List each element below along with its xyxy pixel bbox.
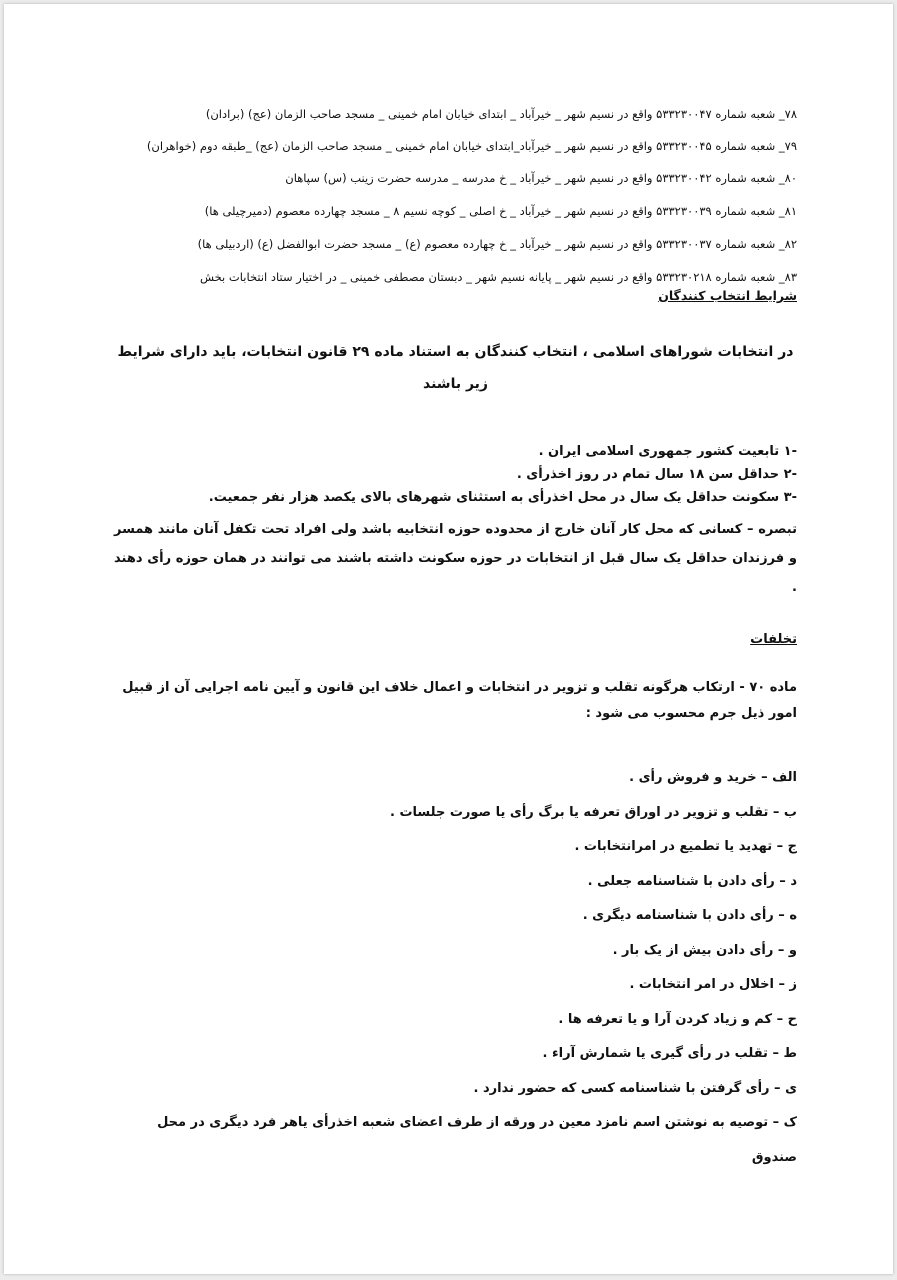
offense-item: د – رأی دادن با شناسنامه جعلی . xyxy=(587,873,797,889)
voter-conditions-title: شرایط انتخاب کنندگان xyxy=(658,288,797,303)
branch-82: ۸۲_ شعبه شماره ۵۳۳۲۳۰۰۳۷ واقع در نسیم شهر _ خیرآباد _ خ چهارده معصوم (ع) _ مسجد حضرت ابوالفضل (ع) (اردبیلی ها) xyxy=(197,237,797,251)
branch-79: ۷۹_ شعبه شماره ۵۳۳۲۳۰۰۴۵ واقع در نسیم شهر _ خیرآباد_ابتدای خیابان امام خمینی _ مسجد صاحب الزمان (عج) _طبقه دوم (خواهران) xyxy=(146,139,797,153)
offense-item: ک – توصیه به نوشتن اسم نامزد معین در ورقه از طرف اعضای شعبه اخذرأی یاهر فرد دیگری در محل صندوق xyxy=(157,1115,797,1165)
offense-item: ب – تقلب و تزویر در اوراق تعرفه یا برگ رأی یا صورت جلسات . xyxy=(390,804,797,820)
offense-item: ی – رأی گرفتن با شناسنامه کسی که حضور ندارد . xyxy=(473,1080,797,1096)
violations-title: تخلفات xyxy=(750,632,797,647)
offense-item: ز – اخلال در امر انتخابات . xyxy=(629,977,797,992)
offense-item: الف – خرید و فروش رأی . xyxy=(629,770,797,785)
offense-item: ه – رأی دادن با شناسنامه دیگری . xyxy=(582,908,797,923)
note-paragraph: تبصره – کسانی که محل کار آنان خارج از محدوده حوزه انتخابیه باشد ولی افراد تحت تکفل آنان مانند همسر و فرزندان حداقل یک سال قبل از انتخابات در حوزه سکونت داشته باشند می توانند در همان حوزه رأی دهند . xyxy=(114,522,797,595)
offense-item: و – رأی دادن بیش از یک بار . xyxy=(612,942,797,958)
condition-item: -۲ حداقل سن ۱۸ سال تمام در روز اخذرأی . xyxy=(516,467,797,482)
offense-item: ح – کم و زیاد کردن آرا و یا تعرفه ها . xyxy=(558,1011,797,1027)
branch-80: ۸۰_ شعبه شماره ۵۳۳۲۳۰۰۴۲ واقع در نسیم شهر _ خیرآباد _ خ مدرسه _ مدرسه حضرت زینب (س) سپاهان xyxy=(285,171,797,185)
document-page xyxy=(4,4,893,1274)
branch-81: ۸۱_ شعبه شماره ۵۳۳۲۳۰۰۳۹ واقع در نسیم شهر _ خیرآباد _ خ اصلی _ کوچه نسیم ۸ _ مسجد چهارده معصوم (دمیرچیلی ها) xyxy=(204,204,797,218)
condition-item: -۳ سکونت حداقل یک سال در محل اخذرأی به استثنای شهرهای بالای یکصد هزار نفر جمعیت. xyxy=(208,490,797,505)
offense-item: ج – تهدید یا تطمیع در امرانتخابات . xyxy=(574,839,797,854)
offenses-list xyxy=(114,761,797,1175)
conditions-list xyxy=(114,440,797,509)
branch-78: ۷۸_ شعبه شماره ۵۳۳۲۳۰۰۴۷ واقع در نسیم شهر _ خیرآباد _ ابتدای خیابان امام خمینی _ مسجد صاحب الزمان (عج) (برادان) xyxy=(205,107,797,121)
condition-item: -۱ تابعیت کشور جمهوری اسلامی ایران . xyxy=(538,444,797,459)
intro-paragraph: در انتخابات شوراهای اسلامی ، انتخاب کنندگان به استناد ماده ۲۹ قانون انتخابات، باید دارای شرایط زیر باشند xyxy=(117,344,794,392)
document-content xyxy=(114,98,797,1175)
article-70: ماده ۷۰ - ارتکاب هرگونه تقلب و تزویر در انتخابات و اعمال خلاف این قانون و آیین نامه اجرایی آن از قبیل امور ذیل جرم محسوب می شود : xyxy=(122,680,797,721)
offense-item: ط – تقلب در رأی گیری یا شمارش آراء . xyxy=(542,1046,797,1061)
branch-83: ۸۳_ شعبه شماره ۵۳۳۲۳۰۲۱۸ واقع در نسیم شهر _ پایانه نسیم شهر _ دبستان مصطفی خمینی _ در اختیار ستاد انتخابات بخش xyxy=(199,270,797,284)
